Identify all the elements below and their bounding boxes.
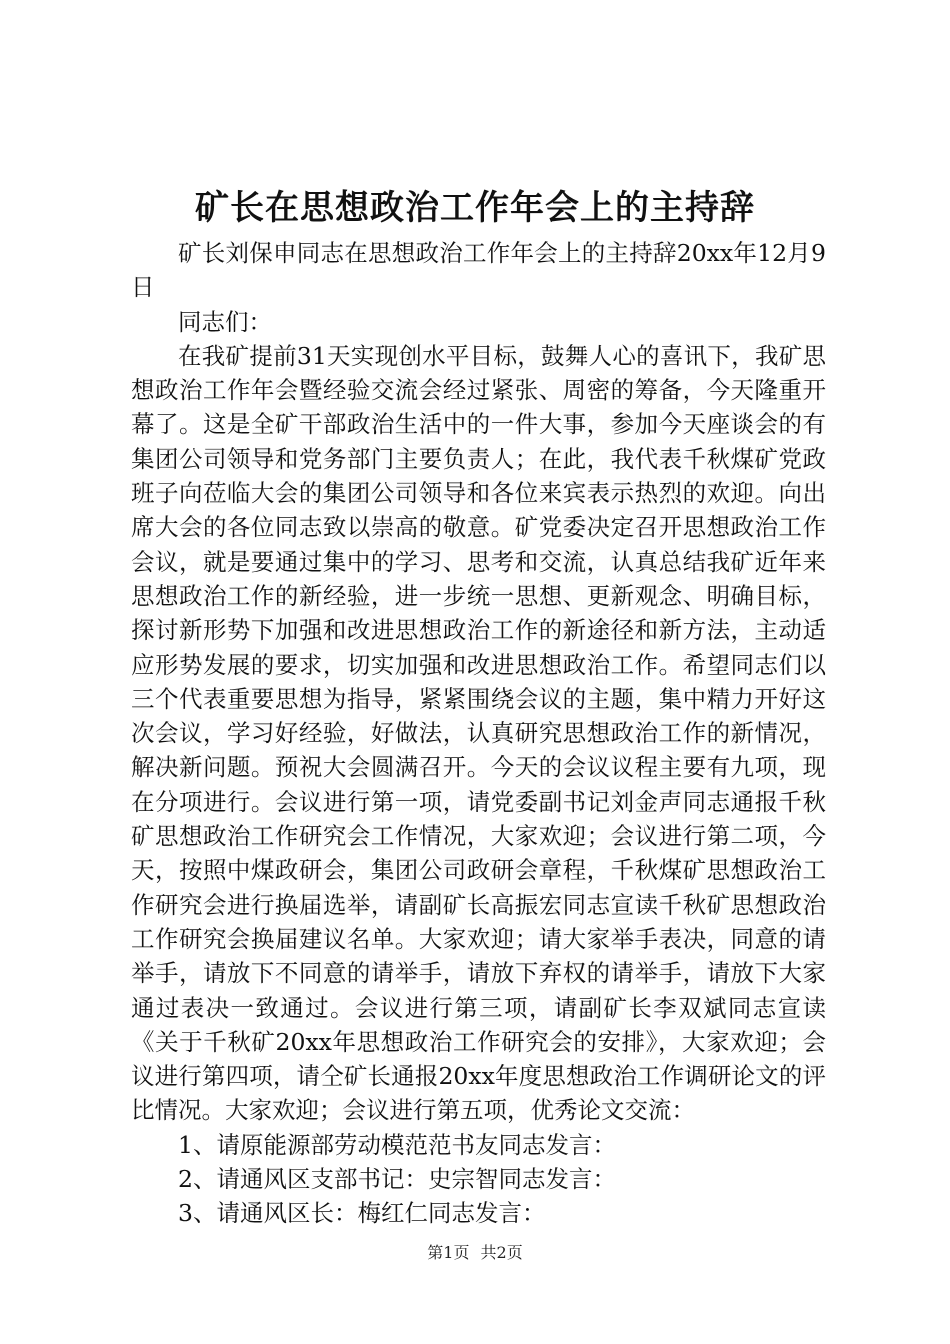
paragraph-byline: 矿长刘保申同志在思想政治工作年会上的主持辞20xx年12月9日: [131, 239, 826, 302]
list-item-speaker-2: 2、请通风区支部书记：史宗智同志发言：: [178, 1165, 616, 1194]
paragraph-salutation: 同志们：: [178, 307, 272, 336]
document-body: [131, 236, 826, 1231]
page-number-total: 共2页: [480, 1243, 523, 1262]
paragraph-main: 在我矿提前31天实现创水平目标，鼓舞人心的喜讯下，我矿思想政治工作年会暨经验交流会经过紧张、周密的筹备，今天隆重开幕了。这是全矿干部政治生活中的一件大事，参加今天座谈会的有集团公司领导和党务部门主要负责人；在此，我代表千秋煤矿党政班子向莅临大会的集团公司领导和各位来宾表示热烈的欢迎。向出席大会的各位同志致以崇高的敬意。矿党委决定召开思想政治工作会议，就是要通过集中的学习、思考和交流，认真总结我矿近年来思想政治工作的新经验，进一步统一思想、更新观念、明确目标，探讨新形势下加强和改进思想政治工作的新途径和新方法，主动适应形势发展的要求，切实加强和改进思想政治工作。希望同志们以三个代表重要思想为指导，紧紧围绕会议的主题，集中精力开好这次会议，学习好经验，好做法，认真研究思想政治工作的新情况，解决新问题。预祝大会圆满召开。今天的会议议程主要有九项，现在分项进行。会议进行第一项，请党委副书记刘金声同志通报千秋矿思想政治工作研究会工作情况，大家欢迎；会议进行第二项，今天，按照中煤政研会，集团公司政研会章程，千秋煤矿思想政治工作研究会进行换届选举，请副矿长高振宏同志宣读千秋矿思想政治工作研究会换届建议名单。大家欢迎；请大家举手表决，同意的请举手，请放下不同意的请举手，请放下弃权的请举手，请放下大家通过表决一致通过。会议进行第三项，请副矿长李双斌同志宣读《关于千秋矿20xx年思想政治工作研究会的安排》，大家欢迎；会议进行第四项，请仝矿长通报20xx年度思想政治工作调研论文的评比情况。大家欢迎；会议进行第五项，优秀论文交流：: [131, 341, 826, 1125]
list-item-speaker-1: 1、请原能源部劳动模范范书友同志发言：: [178, 1130, 616, 1159]
page-footer: [0, 1241, 950, 1265]
page-number-current: 第1页: [427, 1243, 470, 1262]
list-item-speaker-3: 3、请通风区长：梅红仁同志发言：: [178, 1199, 546, 1228]
document-title: 矿长在思想政治工作年会上的主持辞: [195, 188, 755, 228]
